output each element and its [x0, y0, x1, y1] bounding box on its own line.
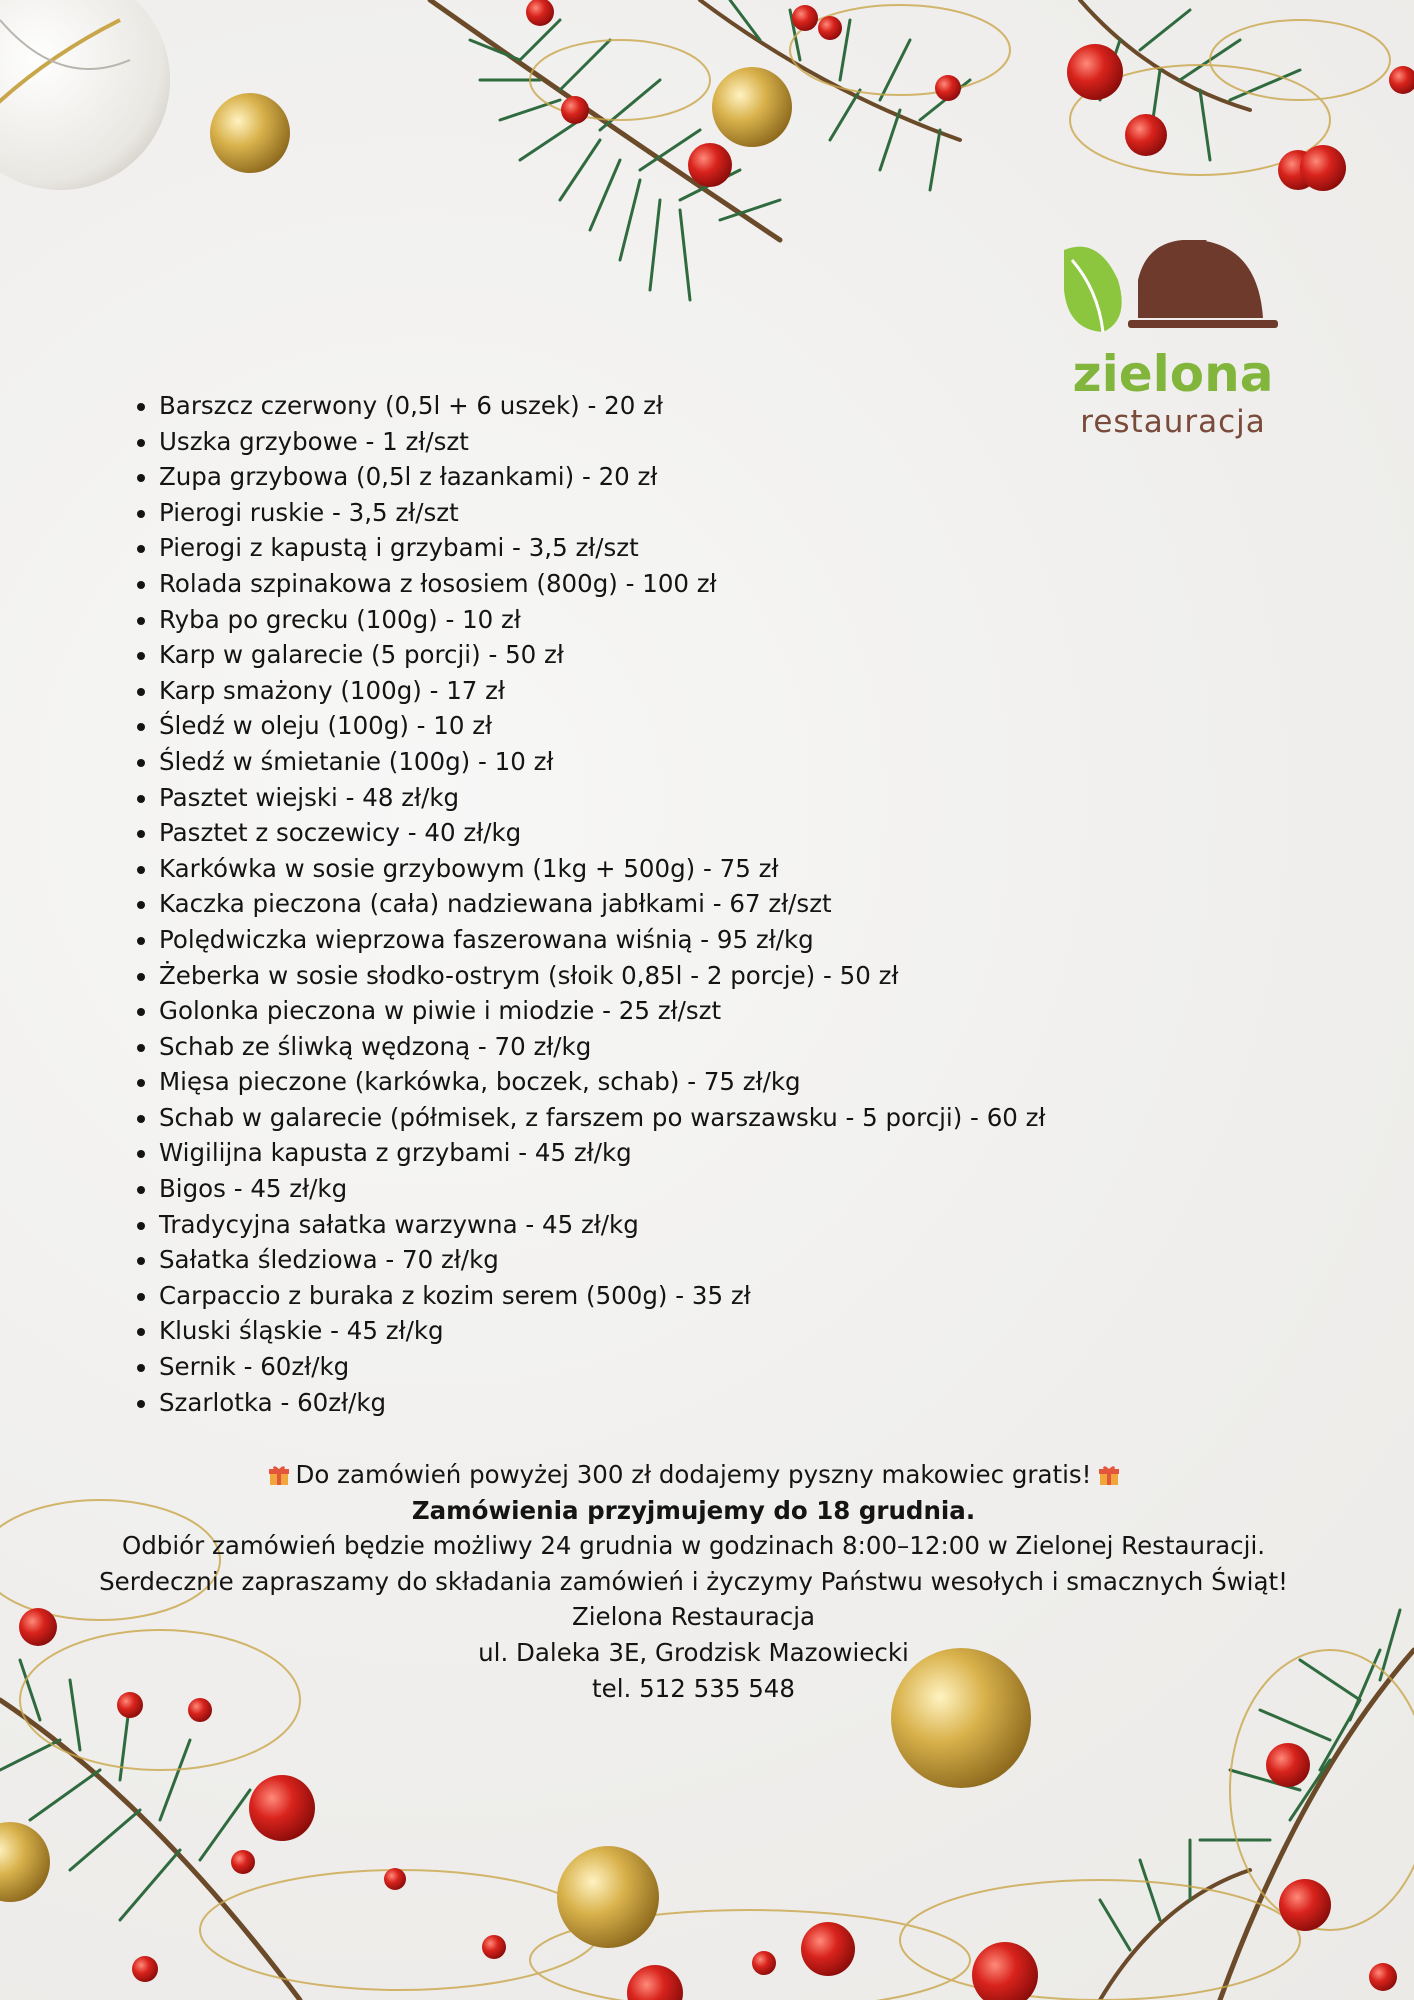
restaurant-phone: tel. 512 535 548 [592, 1673, 795, 1703]
list-item: • Kluski śląskie - 45 zł/kg [159, 1313, 1045, 1349]
promo-text: Do zamówień powyżej 300 zł dodajemy pyszny makowiec gratis! [295, 1460, 1092, 1489]
list-item: • Mięsa pieczone (karkówka, boczek, schab) - 75 zł/kg [159, 1064, 1045, 1100]
list-item: • Szarlotka - 60zł/kg [159, 1385, 1045, 1421]
list-item: • Golonka pieczona w piwie i miodzie - 25 zł/szt [159, 993, 1045, 1029]
list-item: • Bigos - 45 zł/kg [159, 1171, 1045, 1207]
wishes-text: Serdecznie zapraszamy do składania zamówień i życzymy Państwu wesołych i smacznych Świąt! [99, 1566, 1288, 1596]
list-item: • Polędwiczka wieprzowa faszerowana wiśnią - 95 zł/kg [159, 922, 1045, 958]
restaurant-address: ul. Daleka 3E, Grodzisk Mazowiecki [478, 1637, 909, 1667]
list-item: • Żeberka w sosie słodko-ostrym (słoik 0,85l - 2 porcje) - 50 zł [159, 958, 1045, 994]
list-item: • Śledź w oleju (100g) - 10 zł [159, 708, 1045, 744]
gold-bauble-small [210, 93, 290, 173]
list-item: • Kaczka pieczona (cała) nadziewana jabłkami - 67 zł/szt [159, 886, 1045, 922]
gift-icon [1098, 1464, 1120, 1486]
list-item: • Pierogi z kapustą i grzybami - 3,5 zł/szt [159, 530, 1045, 566]
list-item: • Uszka grzybowe - 1 zł/szt [159, 424, 1045, 460]
list-item: • Pasztet wiejski - 48 zł/kg [159, 780, 1045, 816]
list-item: • Schab w galarecie (półmisek, z farszem po warszawsku - 5 porcji) - 60 zł [159, 1100, 1045, 1136]
list-item: • Karp smażony (100g) - 17 zł [159, 673, 1045, 709]
white-bauble [0, 0, 170, 190]
logo-name: zielona [1072, 345, 1274, 403]
list-item: • Ryba po grecku (100g) - 10 zł [159, 602, 1045, 638]
list-item: • Pierogi ruskie - 3,5 zł/szt [159, 495, 1045, 531]
list-item: • Karp w galarecie (5 porcji) - 50 zł [159, 637, 1045, 673]
list-item: • Zupa grzybowa (0,5l z łazankami) - 20 zł [159, 459, 1045, 495]
order-info [0, 1457, 1387, 1706]
list-item: • Śledź w śmietanie (100g) - 10 zł [159, 744, 1045, 780]
deadline-text: Zamówienia przyjmujemy do 18 grudnia. [411, 1495, 976, 1525]
list-item: • Schab ze śliwką wędzoną - 70 zł/kg [159, 1029, 1045, 1065]
berries-top [526, 0, 1414, 191]
logo-subtitle: restauracja [1080, 404, 1266, 440]
list-item: • Karkówka w sosie grzybowym (1kg + 500g) - 75 zł [159, 851, 1045, 887]
pickup-text: Odbiór zamówień będzie możliwy 24 grudnia w godzinach 8:00–12:00 w Zielonej Restauracji. [121, 1531, 1266, 1561]
list-item: • Rolada szpinakowa z łososiem (800g) - 100 zł [159, 566, 1045, 602]
list-item: • Tradycyjna sałatka warzywna - 45 zł/kg [159, 1207, 1045, 1243]
list-item: • Pasztet z soczewicy - 40 zł/kg [159, 815, 1045, 851]
promo-line [0, 1457, 1387, 1493]
list-item: • Carpaccio z buraka z kozim serem (500g) - 35 zł [159, 1278, 1045, 1314]
restaurant-name: Zielona Restauracja [571, 1602, 816, 1632]
list-item: • Sałatka śledziowa - 70 zł/kg [159, 1242, 1045, 1278]
gift-icon [268, 1464, 290, 1486]
list-item: • Sernik - 60zł/kg [159, 1349, 1045, 1385]
list-item: • Barszcz czerwony (0,5l + 6 uszek) - 20 zł [159, 388, 1045, 424]
menu-list [124, 388, 1045, 1420]
list-item: • Wigilijna kapusta z grzybami - 45 zł/kg [159, 1135, 1045, 1171]
